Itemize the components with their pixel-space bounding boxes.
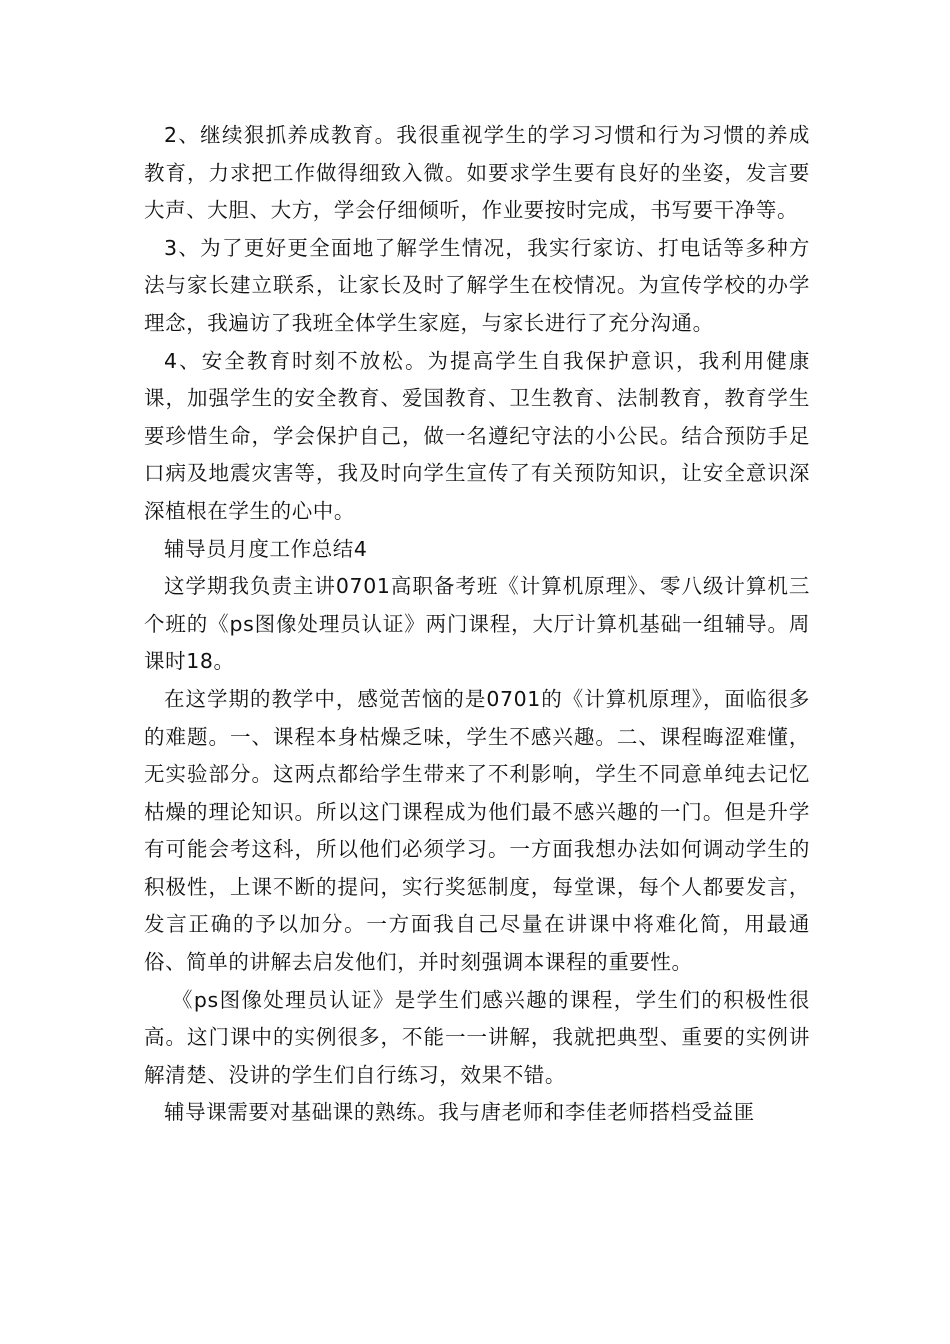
paragraph-safety-education: 4、安全教育时刻不放松。为提高学生自我保护意识，我利用健康课，加强学生的安全教育、爱国教育、卫生教育、法制教育，教育学生要珍惜生命，学会保护自己，做一名遵纪守法的小公民。结合预防手足口病及地震灾害等，我及时向学生宣传了有关预防知识，让安全意识深深植根在学生的心中。: [144, 348, 810, 523]
section-heading: 辅导员月度工作总结4: [164, 536, 368, 561]
paragraph-computer-principles: 在这学期的教学中，感觉苦恼的是0701的《计算机原理》，面临很多的难题。一、课程本身枯燥乏味，学生不感兴趣。二、课程晦涩难懂，无实验部分。这两点都给学生带来了不利影响，学生不同意单纯去记忆枯燥的理论知识。所以这门课程成为他们最不感兴趣的一门。但是升学有可能会考这科，所以他们必须学习。一方面我想办法如何调动学生的积极性，上课不断的提问，实行奖惩制度，每堂课，每个人都要发言，发言正确的予以加分。一方面我自己尽量在讲课中将难化简，用最通俗、简单的讲解去启发他们，并时刻强调本课程的重要性。: [144, 686, 810, 975]
paragraph-habit-education: 2、继续狠抓养成教育。我很重视学生的学习习惯和行为习惯的养成教育，力求把工作做得细致入微。如要求学生要有良好的坐姿，发言要大声、大胆、大方，学会仔细倾听，作业要按时完成，书写要干净等。: [144, 123, 810, 223]
paragraph-home-visits: 3、为了更好更全面地了解学生情况，我实行家访、打电话等多种方法与家长建立联系，让家长及时了解学生在校情况。为宣传学校的办学理念，我遍访了我班全体学生家庭，与家长进行了充分沟通。: [144, 235, 810, 335]
paragraph-ps-course: 《ps图像处理员认证》是学生们感兴趣的课程，学生们的积极性很高。这门课中的实例很多，不能一一讲解，我就把典型、重要的实例讲解清楚、没讲的学生们自行练习，效果不错。: [144, 987, 810, 1087]
paragraph-course-load: 这学期我负责主讲0701高职备考班《计算机原理》、零八级计算机三个班的《ps图像处理员认证》两门课程，大厅计算机基础一组辅导。周课时18。: [144, 574, 810, 674]
paragraph-tutoring: 辅导课需要对基础课的熟练。我与唐老师和李佳老师搭档受益匪: [164, 1100, 755, 1125]
document-body: [144, 117, 810, 1132]
